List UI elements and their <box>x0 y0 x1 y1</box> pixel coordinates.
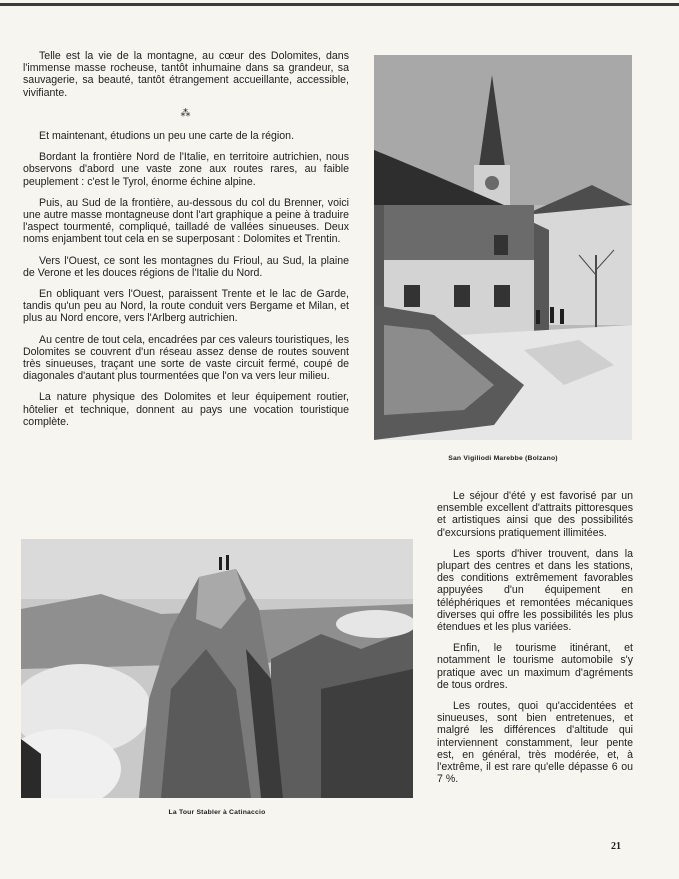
paragraph: Et maintenant, étudions un peu une carte de la région. <box>39 130 295 143</box>
church-photo <box>374 55 632 440</box>
paragraph: Puis, au Sud de la frontière, au-dessous du col du Brenner, voici une autre masse montagneuse dont l'art graphique a peine à traduire l'aspect tourmenté, compliqué, tailladé de vallées sinueuses. Deux noms enjambent tout cela en se superposant : Dolomites et Trentin. <box>23 196 349 246</box>
text-column-right <box>437 490 633 794</box>
paragraph: Au centre de tout cela, encadrées par ces valeurs touristiques, les Dolomites se couvrent d'un réseau assez dense de routes souvent très sinueuses, traçant une sorte de vaste circuit fermé, coupé de diagonales d'autant plus tourmentées que l'on va vers leur milieu. <box>23 333 349 383</box>
paragraph: Les routes, quoi qu'accidentées et sinueuses, sont bien entretenues, et malgré les différences d'altitude qui interviennent constamment, leur pente est, en général, très modérée, et, à l'extrême, il est rare qu'elle dépasse 6 ou 7 %. <box>437 700 633 786</box>
rock-tower-photo <box>21 539 413 798</box>
text-column-left <box>23 50 349 437</box>
page-number: 21 <box>611 841 621 852</box>
paragraph: La nature physique des Dolomites et leur équipement routier, hôtelier et technique, donnent au pays une vocation touristique complète. <box>23 391 349 428</box>
rock-tower-photo-caption: La Tour Stabler à Catinaccio <box>168 809 266 816</box>
paragraph: Telle est la vie de la montagne, au cœur des Dolomites, dans l'immense masse rocheuse, tantôt inhumaine dans sa grandeur, sa sauvagerie, sa beauté, tantôt étrangement accueillante, accessible, vivifiante. <box>23 50 349 99</box>
page-top-rule <box>0 3 679 6</box>
paragraph: Vers l'Ouest, ce sont les montagnes du Frioul, au Sud, la plaine de Verone et les douces régions de l'Italie du Nord. <box>23 254 349 279</box>
paragraph: Enfin, le tourisme itinérant, et notamment le tourisme automobile s'y pratique avec un maximum d'agréments de tous ordres. <box>437 642 633 691</box>
section-separator: ⁂ <box>180 107 192 119</box>
paragraph: Bordant la frontière Nord de l'Italie, en territoire autrichien, nous observons d'abord une vaste zone aux routes rares, au faible peuplement : c'est le Tyrol, énorme échine alpine. <box>23 151 349 188</box>
paragraph: Le séjour d'été y est favorisé par un ensemble excellent d'attraits pittoresques et artistiques ainsi que des possibilités d'excursions pratiquement illimitées. <box>437 490 633 539</box>
paragraph: En obliquant vers l'Ouest, paraissent Trente et le lac de Garde, tandis qu'un peu au Nord, la route conduit vers Bergame et Milan, et plus au Nord encore, vers l'Arlberg autrichien. <box>23 288 349 325</box>
church-photo-caption: San Vigiliodi Marebbe (Bolzano) <box>448 455 558 462</box>
paragraph: Les sports d'hiver trouvent, dans la plupart des centres et dans les stations, des conditions extrêmement favorables appuyées d'un équipement en téléphériques et remontées mécaniques diverses qui offre les possibilités les plus étendues et les plus variées. <box>437 547 633 634</box>
